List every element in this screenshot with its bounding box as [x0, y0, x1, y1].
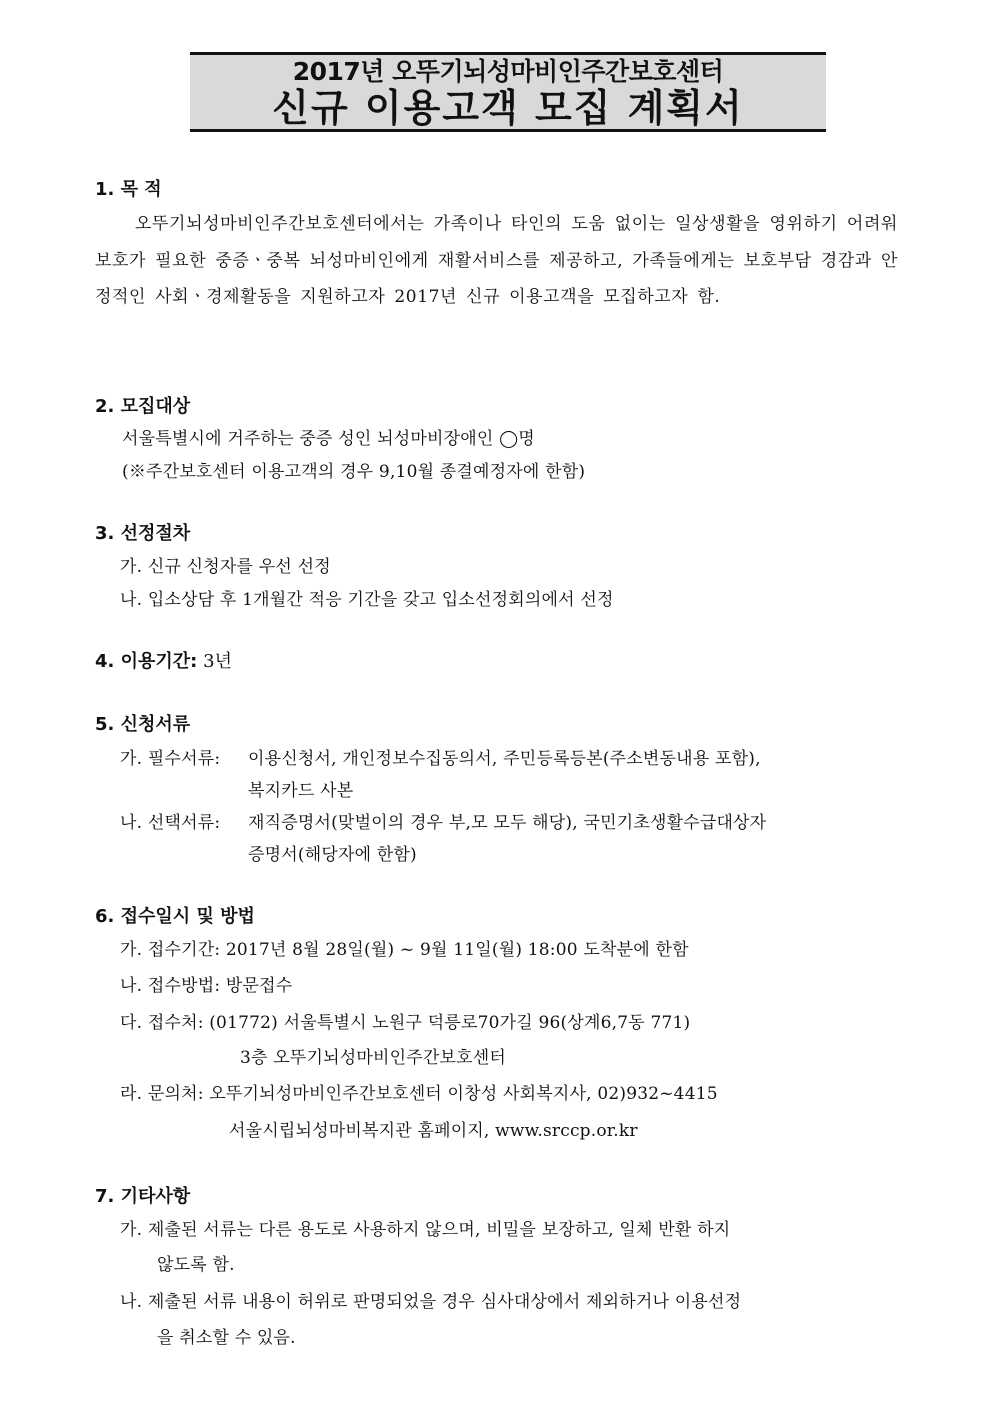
selection-item-a: 가. 신규 신청자를 우선 선정	[120, 557, 331, 577]
receipt-item-a: 가. 접수기간: 2017년 8월 28일(월) ~ 9월 11일(월) 18:00 도착분에 한함	[120, 940, 689, 960]
section-purpose-paragraph: 오뚜기뇌성마비인주간보호센터에서는 가족이나 타인의 도움 없이는 일상생활을 영위하기 어려워 보호가 필요한 중증ㆍ중복 뇌성마비인에게 재활서비스를 제공하고, 가족들에게는 보호부담 경감과 안정적인 사회ㆍ경제활동을 지원하고자 2017년 신규 이용고객을 모집하고자 함.	[95, 214, 898, 307]
section-period	[95, 650, 232, 674]
documents-item-b-line2: 증명서(해당자에 한함)	[248, 845, 417, 865]
receipt-item-c-line2: 3층 오뚜기뇌성마비인주간보호센터	[240, 1048, 506, 1068]
etc-item-b-line1: 나. 제출된 서류 내용이 허위로 판명되었을 경우 심사대상에서 제외하거나 이용선정	[120, 1292, 742, 1312]
target-line-1: 서울특별시에 거주하는 중증 성인 뇌성마비장애인 ◯명	[122, 429, 535, 449]
target-line-2: (※주간보호센터 이용고객의 경우 9,10월 종결예정자에 한함)	[122, 462, 586, 482]
section-etc-heading: 7. 기타사항	[95, 1186, 191, 1207]
documents-item-a-line2: 복지카드 사본	[248, 781, 354, 801]
section-period-heading: 4. 이용기간:	[95, 651, 198, 672]
section-receipt-heading: 6. 접수일시 및 방법	[95, 906, 255, 927]
receipt-item-d-line1: 라. 문의처: 오뚜기뇌성마비인주간보호센터 이창성 사회복지사, 02)932~4415	[120, 1084, 718, 1104]
etc-item-b-line2: 을 취소할 수 있음.	[157, 1328, 296, 1348]
title-box	[190, 52, 826, 132]
section-selection-heading: 3. 선정절차	[95, 523, 191, 544]
etc-item-a-line2: 않도록 함.	[157, 1255, 235, 1275]
section-period-value: 3년	[197, 651, 232, 672]
receipt-item-b: 나. 접수방법: 방문접수	[120, 976, 293, 996]
documents-item-b-line1: 재직증명서(맞벌이의 경우 부,모 모두 해당), 국민기초생활수급대상자	[248, 813, 767, 833]
selection-item-b: 나. 입소상담 후 1개월간 적응 기간을 갖고 입소선정회의에서 선정	[120, 590, 614, 610]
section-purpose-heading: 1. 목 적	[95, 179, 162, 200]
receipt-item-d-line2: 서울시립뇌성마비복지관 홈페이지, www.srccp.or.kr	[229, 1121, 638, 1141]
receipt-item-c-line1: 다. 접수처: (01772) 서울특별시 노원구 덕릉로70가길 96(상계6,7동 771)	[120, 1013, 691, 1033]
documents-item-a-line1: 이용신청서, 개인정보수집동의서, 주민등록등본(주소변동내용 포함),	[248, 749, 761, 769]
documents-item-a-label: 가. 필수서류:	[120, 749, 221, 769]
document-title: 신규 이용고객 모집 계획서	[272, 86, 744, 130]
section-target-heading: 2. 모집대상	[95, 396, 191, 417]
etc-item-a-line1: 가. 제출된 서류는 다른 용도로 사용하지 않으며, 비밀을 보장하고, 일체 반환 하지	[120, 1220, 731, 1240]
documents-item-b-label: 나. 선택서류:	[120, 813, 221, 833]
title-year-center: 2017년 오뚜기뇌성마비인주간보호센터	[292, 57, 724, 86]
section-documents-heading: 5. 신청서류	[95, 714, 191, 735]
